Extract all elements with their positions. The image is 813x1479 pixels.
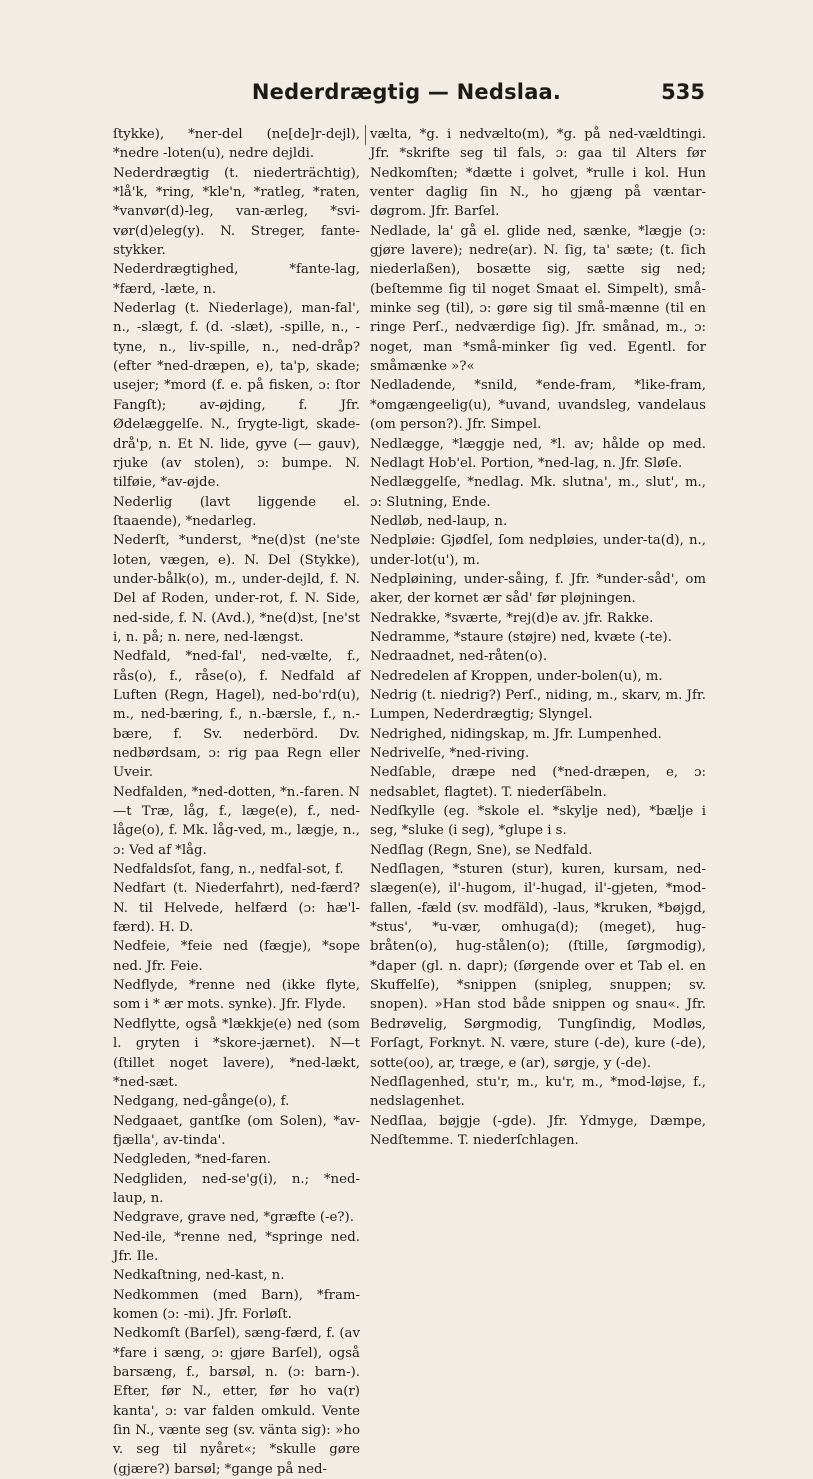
left-column <box>113 125 360 1479</box>
page-number: 535 <box>661 80 705 104</box>
dictionary-entry: Nedrig (t. niedrig?) Perſ., niding, m., skarv, m. Jfr. Lumpen, Nederdrægtig; Slyngel. <box>370 687 706 723</box>
right-column <box>370 125 706 1150</box>
dictionary-entry: ſtykke), *ner-del (ne[de]r-dejl), *nedre -loten(u), nedre dejldi. <box>113 127 360 162</box>
dictionary-entry: Nedfaldsſot, fang, n., nedfal-sot, f. <box>113 862 344 878</box>
dictionary-entry: Nederlag (t. Niederlage), man-fal', n., -slægt, f. (d. -slæt), -spille, n., -tyne, n., liv-spille, n., ned-dråp? (efter *ned-dræpen, e), ta'p, skade; usejer; *mord (f. e. på fisken, ɔ: ſtor Fangſt); av-øjding, f. Jfr. Ødelæggelſe. N., ſrygte-ligt, skade-drå'p, n. Et N. lide, gyve (— gauv), rjuke (av stolen), ɔ: bumpe. N. tilføie, *av-øjde. <box>113 301 360 491</box>
dictionary-entry: Nedfart (t. Niederfahrt), ned-færd? N. til Helvede, helfærd (ɔ: hæ'l-færd). H. D. <box>113 881 360 936</box>
dictionary-entry: Nedflytte, også *lækkje(e) ned (som l. gryten i *skore-jærnet). N—t (ſtillet noget lavere), *ned-lækt, *ned-sæt. <box>113 1016 360 1090</box>
dictionary-entry: Nedſlag (Regn, Sne), se Nedfald. <box>370 842 593 858</box>
dictionary-entry: Nedgrave, grave ned, *græfte (-e?). <box>113 1210 354 1226</box>
dictionary-entry: Nederſt, *underst, *ne(d)st (ne'ste loten, vægen, e). N. Del (Stykke), under-bålk(o), m., under-dejld, f. N. Del af Roden, under-rot, f. N. Side, ned-side, f. N. (Avd.), *ne(d)st, [ne'st i, n. på; n. nere, ned-længst. <box>113 533 360 645</box>
dictionary-entry: Nedlægge, *læggje ned, *l. av; hålde op med. Nedlagt Hob'el. Portion, *ned-lag, n. Jfr. Sløſe. <box>370 436 706 471</box>
dictionary-entry: Nedſlagenhed, stu'r, m., ku'r, m., *mod-løjse, f., nedslagenhet. <box>370 1074 706 1110</box>
dictionary-entry: Nedramme, *staure (støjre) ned, kvæte (-te). <box>370 629 672 645</box>
dictionary-entry: Nedkommen (med Barn), *fram-komen (ɔ: -mi). Jfr. Forløſt. <box>113 1287 360 1322</box>
dictionary-entry: Nedfeie, *feie ned (fægje), *sope ned. Jfr. Feie. <box>113 939 360 974</box>
dictionary-entry: Nedgliden, ned-se'g(i), n.; *ned-laup, n. <box>113 1171 360 1206</box>
dictionary-entry: Nederdrægtighed, *fante-lag, *færd, -læte, n. <box>113 262 360 297</box>
dictionary-entry: Nedrivelſe, *ned-riving. <box>370 746 530 761</box>
dictionary-entry: Nedlade, la' gå el. glide ned, sænke, *lægje (ɔ: gjøre lavere); nedre(ar). N. ſig, ta' sæte; (t. ſich niederlaßen), bosætte sig, sætte sig ned; (beſtemme ſig til noget Smaat el. Simpelt), små-minke seg (til), ɔ: gøre sig til små-mænne (til en ringe Perſ., nedværdige ſig). Jfr. smånad, m., ɔ: noget, man *små-minker ſig ved. Egentl. for småmænke »?« <box>370 223 706 375</box>
column-divider <box>365 125 366 145</box>
dictionary-entry: Nedſable, dræpe ned (*ned-dræpen, e, ɔ: nedsablet, flagtet). T. niederſäbeln. <box>370 765 706 800</box>
dictionary-entry: Nedſkylle (eg. *skole el. *skylje ned), *bælje i seg, *sluke (i seg), *glupe i s. <box>370 804 706 839</box>
dictionary-entry: Nedkaſtning, ned-kast, n. <box>113 1268 285 1284</box>
dictionary-entry: Nedladende, *snild, *ende-fram, *like-fram, *omgængeelig(u), *uvand, uvandsleg, vandelaus (om person?). Jfr. Simpel. <box>370 378 706 433</box>
dictionary-entry: Nedfalden, *ned-dotten, *n.-faren. N—t Træ, låg, f., læge(e), f., ned-låge(o), f. Mk. låg-ved, m., lægje, n., ɔ: Ved af *låg. <box>113 784 360 858</box>
dictionary-entry: Nedgleden, *ned-faren. <box>113 1152 271 1168</box>
dictionary-entry: Nedredelen af Kroppen, under-bolen(u), m. <box>370 668 663 684</box>
dictionary-entry: Nedløb, ned-laup, n. <box>370 513 508 529</box>
dictionary-entry: Nedkomſt (Barſel), sæng-færd, f. (av *fare i sæng, ɔ: gjøre Barſel), også barsæng, f., barsøl, n. (ɔ: barn-). Efter, før N., etter, før ho va(r) kanta', ɔ: var falden omkuld. Vente ſin N., vænte seg (sv. vänta sig): »ho v. seg til nyåret«; *skulle gøre (gjære?) barsøl; *gange på ned- <box>113 1326 360 1477</box>
dictionary-entry: Nedpløie: Gjødſel, ſom nedpløies, under-ta(d), n., under-lot(u'), m. <box>370 533 706 568</box>
dictionary-entry: Nedrighed, nidingskap, m. Jfr. Lumpenhed. <box>370 726 662 742</box>
dictionary-entry: Nedſlaa, bøjgje (-gde). Jfr. Ydmyge, Dæmpe, Nedſtemme. T. niederſchlagen. <box>370 1113 706 1148</box>
dictionary-entry: Nedgang, ned-gånge(o), f. <box>113 1094 290 1110</box>
dictionary-entry: Nederdrægtig (t. niederträchtig), *lå'k, *ring, *kle'n, *ratleg, *raten, *vanvør(d)-leg, van-ærleg, *svi-vør(d)eleg(y). N. Streger, fante-stykker. <box>113 165 360 259</box>
dictionary-entry: Nedflyde, *renne ned (ikke flyte, som i * ær mots. synke). Jfr. Flyde. <box>113 978 360 1013</box>
running-title: Nederdrægtig — Nedslaa. <box>251 80 562 104</box>
dictionary-entry: vælta, *g. i nedvælto(m), *g. på ned-vældtingi. Jfr. *skrifte seg til fals, ɔ: gaa til Alters før Nedkomſten; *dætte i golvet, *rulle i kol. Hun venter daglig ſin N., ho gjæng på væntar-døgrom. Jfr. Barſel. <box>370 127 706 220</box>
dictionary-entry: Ned-ile, *renne ned, *springe ned. Jfr. Ile. <box>113 1229 360 1264</box>
dictionary-entry: Nedraadnet, ned-råten(o). <box>370 649 548 665</box>
running-header <box>0 80 813 114</box>
dictionary-entry: Nedgaaet, gantſke (om Solen), *av-fjælla', av-tinda'. <box>113 1113 360 1148</box>
dictionary-entry: Nederlig (lavt liggende el. ſtaaende), *nedarleg. <box>113 494 360 529</box>
dictionary-entry: Nedfald, *ned-fal', ned-vælte, f., rås(o), f., råse(o), f. Nedfald af Luften (Regn, Hagel), ned-bo'rd(u), m., ned-bæring, f., n.-bærsle, f., n.-bære, f. Sv. nederbörd. Dv. nedbørdsam, ɔ: rig paa Regn eller Uveir. <box>113 649 360 781</box>
dictionary-entry: Nedpløining, under-såing, f. Jfr. *under-såd', om aker, der kornet ær såd' før pløjningen. <box>370 571 706 607</box>
dictionary-entry: Nedſlagen, *sturen (stur), kuren, kursam, ned-slægen(e), il'-hugom, il'-hugad, il'-gjeten, *mod-fallen, -fæld (sv. modfäld), -laus, *kruken, *bøjgd, *stus', *u-vær, omhuga(d); (meget), hug-bråten(o), hug-stålen(o); (ſtille, ſørgmodig), *daper (gl. n. dapr); (ſørgende over et Tab el. en Skuffelſe), *snippen (snipleg, snuppen; sv. snopen). »Han stod både snippen og snau«. Jfr. Bedrøvelig, Sørgmodig, Tungſindig, Modløs, Forſagt, Forknyt. N. være, sture (-de), kure (-de), sotte(oo), ar, træge, e (ar), sørgje, y (-de). <box>370 862 706 1071</box>
dictionary-entry: Nedrakke, *sværte, *rej(d)e av. jfr. Rakke. <box>370 610 654 626</box>
dictionary-entry: Nedlæggelſe, *nedlag. Mk. slutna', m., slut', m., ɔ: Slutning, Ende. <box>370 475 706 510</box>
